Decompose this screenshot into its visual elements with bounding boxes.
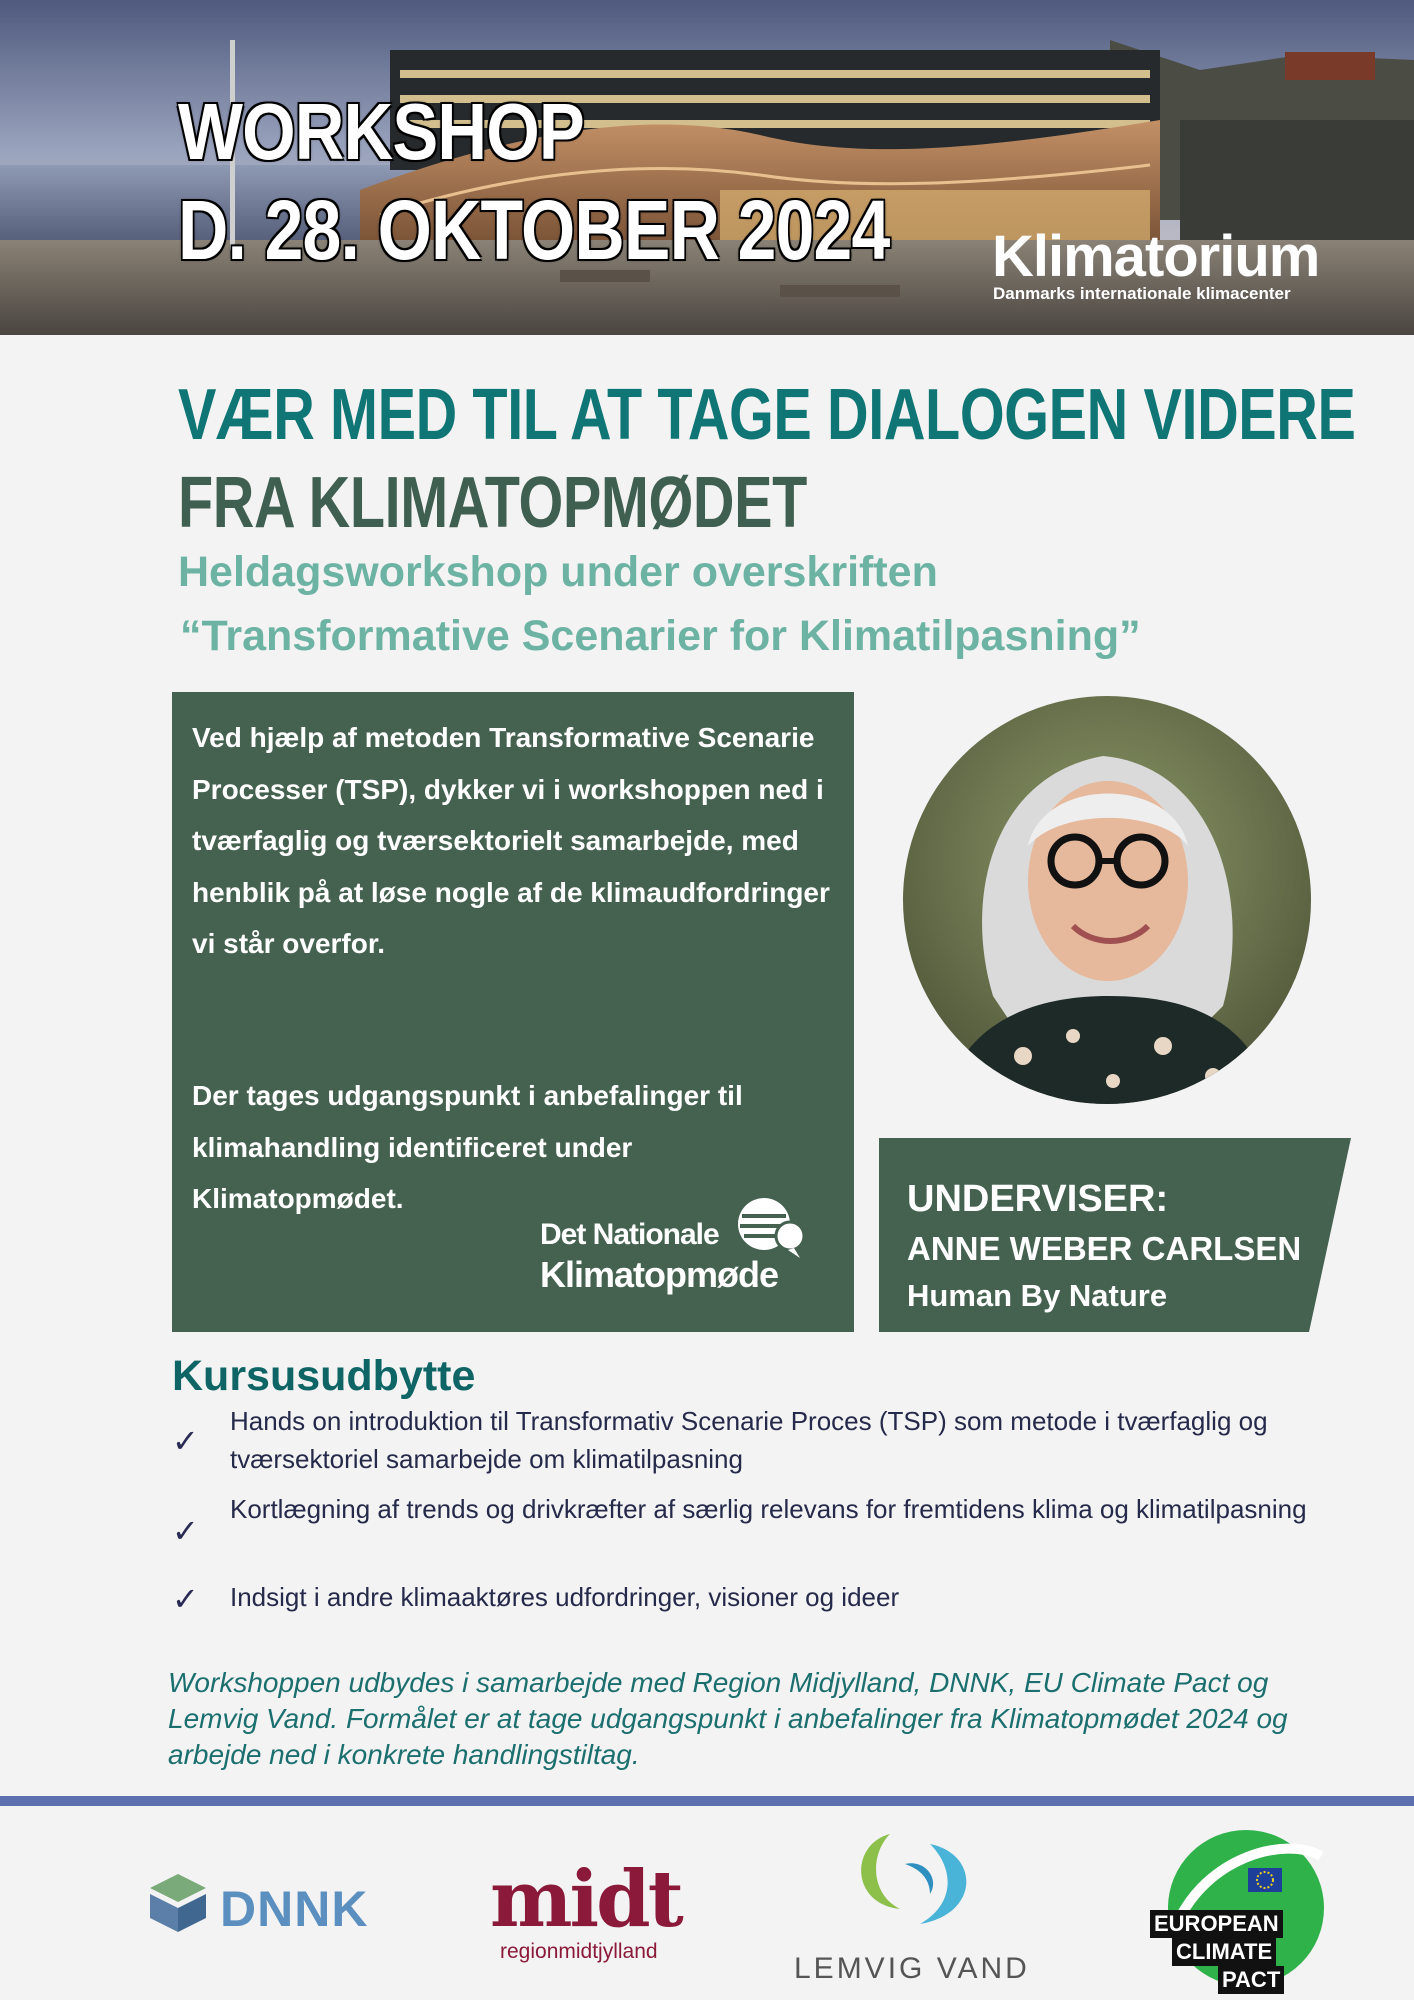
info-box [172, 692, 854, 1332]
instructor-name: ANNE WEBER CARLSEN [907, 1230, 1302, 1267]
lemvig-vand-logo [790, 1824, 1040, 1994]
lemvig-swirl-icon [830, 1824, 990, 1944]
midt-wordmark: midt [490, 1854, 681, 1945]
dnnk-cube-icon [148, 1872, 208, 1934]
partner-logos [0, 1806, 1414, 2000]
klimatorium-tagline: Danmarks internationale klimacenter [993, 284, 1291, 303]
headline-primary: VÆR MED TIL AT TAGE DIALOGEN VIDERE [178, 375, 1356, 455]
subheadline-title: “Transformative Scenarier for Klimatilpasning” [180, 612, 1141, 660]
checkmark-icon: ✓ [172, 1513, 199, 1549]
instructor-panel [879, 1138, 1351, 1332]
benefit-text: Kortlægning af trends og drivkræfter af særlig relevans for fremtidens klima og klimatilpasning [230, 1494, 1307, 1524]
info-paragraph-basis: Der tages udgangspunkt i anbefalinger til klimahandling identificeret under Klimatopmødet. [192, 1080, 743, 1214]
midt-subline: regionmidtjylland [500, 1940, 658, 1963]
checkmark-icon: ✓ [172, 1581, 199, 1617]
klimatopmode-logo [540, 1194, 840, 1324]
klimatopmode-logo-line2: Klimatopmøde [540, 1254, 779, 1295]
lemvig-wordmark: LEMVIG VAND [794, 1952, 1030, 1985]
instructor-organization: Human By Nature [907, 1278, 1168, 1313]
european-climate-pact-logo [1146, 1816, 1346, 2000]
klimatorium-logo: Klimatorium [992, 228, 1320, 278]
benefits-title: Kursusudbytte [172, 1352, 476, 1400]
info-paragraph-method: Ved hjælp af metoden Transformative Scenarie Processer (TSP), dykker vi i workshoppen ned i tværfaglig og tværsektorielt samarbejde, med henblik på at løse nogle af de klimaudfordringer vi står overfor. [192, 722, 830, 959]
region-midtjylland-logo [490, 1854, 700, 1970]
instructor-label: UNDERVISER: [907, 1178, 1169, 1220]
speech-globe-icon [732, 1194, 812, 1264]
benefit-text: Indsigt i andre klimaaktøres udfordringer, visioner og ideer [230, 1582, 900, 1612]
workshop-label: WORKSHOP [178, 87, 584, 176]
headline-secondary: FRA KLIMATOPMØDET [178, 463, 807, 543]
portrait-photo [903, 696, 1311, 1104]
workshop-date: D. 28. OKTOBER 2024 [178, 183, 890, 277]
hero-banner [0, 0, 1414, 335]
subheadline-intro: Heldagsworkshop under overskriften [178, 548, 938, 596]
partnership-note: Workshoppen udbydes i samarbejde med Region Midjylland, DNNK, EU Climate Pact og Lemvig Vand. Formålet er at tage udgangspunkt i anbefalinger fra Klimatopmødet 2024 og arbejde ned i konkrete handlingstiltag. [168, 1667, 1288, 1770]
checkmark-icon: ✓ [172, 1423, 199, 1459]
instructor-portrait [903, 696, 1311, 1104]
klimatopmode-logo-line1: Det Nationale [540, 1218, 719, 1251]
ecp-line-2: CLIMATE [1172, 1938, 1276, 1966]
ecp-line-3: PACT [1218, 1966, 1284, 1994]
dnnk-wordmark: DNNK [220, 1881, 369, 1937]
ecp-line-1: EUROPEAN [1150, 1910, 1283, 1938]
footer-divider [0, 1796, 1414, 1806]
dnnk-logo [148, 1866, 368, 1946]
benefit-text: Hands on introduktion til Transformativ Scenarie Proces (TSP) som metode i tværfaglig og tværsektoriel samarbejde om klimatilpasning [230, 1406, 1268, 1474]
